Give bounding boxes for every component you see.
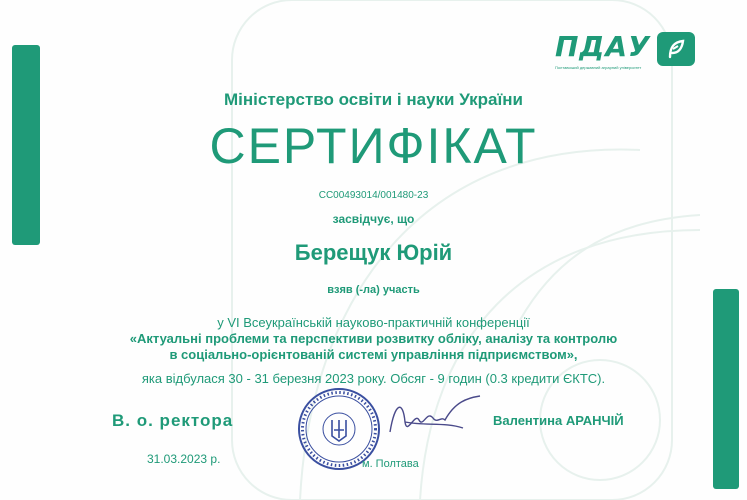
conference-title-line-2: в соціально-орієнтованій системі управління підприємством», (169, 347, 578, 362)
signatory-name: Валентина АРАНЧІЙ (493, 413, 624, 428)
participation-text: взяв (-ла) участь (327, 284, 420, 296)
certifies-text: засвідчує, що (332, 212, 415, 226)
handwritten-signature (385, 392, 485, 442)
ministry-heading: Міністерство освіти і науки України (224, 90, 523, 109)
issue-city: м. Полтава (362, 458, 419, 470)
logo-subtitle: Полтавський державний аграрний університет (555, 65, 642, 70)
university-logo (555, 30, 695, 70)
certificate-number: CC00493014/001480-23 (318, 190, 429, 201)
leaf-icon (657, 32, 695, 66)
recipient-name: Берещук Юрій (294, 240, 453, 265)
held-line: яка відбулася 30 - 31 березня 2023 року. Обсяг - 9 годин (0.3 кредити ЄКТС). (141, 371, 606, 386)
logo-text: ПДАУ (555, 30, 651, 63)
conference-title (0, 331, 747, 363)
issue-date: 31.03.2023 р. (147, 452, 221, 466)
conference-line: у VI Всеукраїнській науково-практичній конференції (217, 315, 530, 330)
signatory-position: В. о. ректора (112, 411, 234, 430)
certificate-title: СЕРТИФІКАТ (209, 118, 538, 174)
conference-title-line-1: «Актуальні проблеми та перспективи розвитку обліку, аналізу та контролю (129, 331, 618, 346)
